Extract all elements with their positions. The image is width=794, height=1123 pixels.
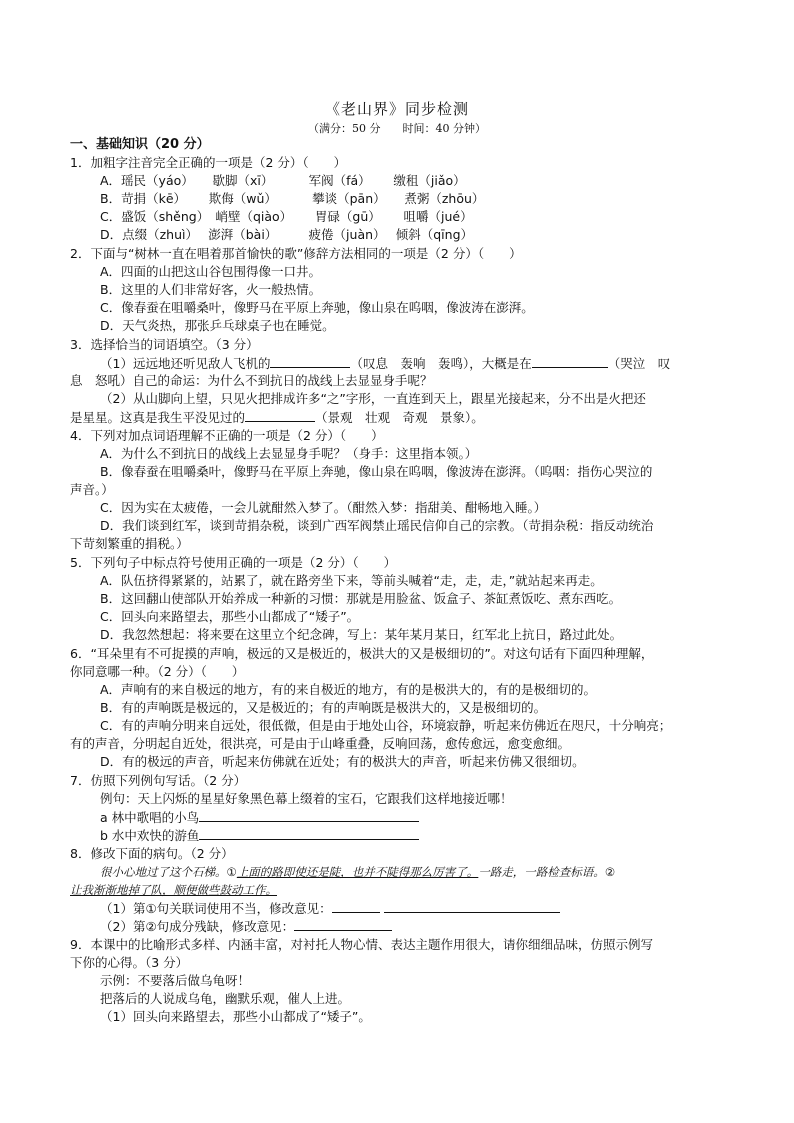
q5-option-b: B．这回翻山使部队开始养成一种新的习惯：那就是用脸盆、饭盒子、茶缸煮饭吃、煮东西吃。 [100,591,622,606]
q8-marker-1: ① [226,865,237,879]
q9-example-line-1: 示例：不要落后做乌龟呀！ [100,973,251,988]
q5-option-c: C．回头向来路望去，那些小山都成了“矮子”。 [100,609,360,624]
q8-passage-line-2 [70,882,277,898]
q3-s1-part-a: （1）远远地还听见敌人飞机的 [100,356,271,371]
q1-option-b: B．苛捐（kē） 欺侮（wǔ） 攀谈（pān） 煮粥（zhōu） [100,191,485,206]
q6-stem: 6．“耳朵里有不可捉摸的声响，极远的又是极近的，极洪大的又是极细切的”。对这句话有下面四种理解， [70,646,654,661]
q7-item-b-label: b 水中欢快的游鱼 [100,828,200,843]
q1-option-c: C．盛饭（shěng） 峭壁（qiào） 胃碌（gū） 咀嚼（jué） [100,209,473,224]
q3-blank-3[interactable] [245,409,315,422]
q4-option-d-continued: 下苛刻繁重的捐税。） [70,536,189,551]
q1-option-a: A．瑶民（yáo） 歇脚（xī） 军阀（fá） 缴租（jiǎo） [100,173,466,188]
q3-stem: 3．选择恰当的词语填空。（3 分） [70,337,259,352]
q8-sentence-1: 上面的路即使还是陡，也并不陡得那么厉害了。 [236,865,479,879]
q7-example: 例句：天上闪烁的星星好象黑色幕上缀着的宝石，它跟我们这样地接近哪！ [100,791,513,806]
q2-option-d: D．天气炎热，那张乒乓球桌子也在睡觉。 [100,318,335,333]
q2-option-a: A．四面的山把这山谷包围得像一口井。 [100,264,322,279]
q6-option-b: B．有的声响既是极远的，又是极近的；有的声响既是极洪大的，又是极细切的。 [100,700,547,715]
q4-option-b-continued: 声音。） [70,482,114,497]
q7-answer-line-a[interactable] [199,809,419,822]
q1-option-d: D．点缀（zhuì） 澎湃（bài） 疲倦（juàn） 倾斜（qīng） [100,227,474,242]
q8-stem: 8．修改下面的病句。（2 分） [70,846,234,861]
q3-s2-part-b: 是星星。这真是我生平没见过的 [70,410,246,425]
q3-s1-part-b: （叹息 轰响 轰鸣），大概是在 [350,356,532,371]
q8-marker-2: ② [604,865,616,879]
q3-s2-continued [70,409,484,426]
q7-stem: 7．仿照下列例句写话。（2 分） [70,773,247,788]
document-title: 《老山界》同步检测 [324,100,469,118]
q9-stem-continued: 下你的心得。（3 分） [70,955,189,970]
q6-stem-continued: 你同意哪一种。（2 分）（ ） [70,664,245,679]
q5-stem: 5．下列句子中标点符号使用正确的一项是（2 分）（ ） [70,555,397,570]
q1-stem: 1．加粗字注音完全正确的一项是（2 分）（ ） [70,155,347,170]
q9-example-line-2: 把落后的人说成乌龟，幽默乐观，催人上进。 [100,991,351,1006]
q7-answer-line-b[interactable] [199,827,419,840]
q5-option-d: D．我忽然想起：将来要在这里立个纪念碑，写上：某年某月某日，红军北上抗日，路过此处。 [100,627,623,642]
q8-sub-2-label: （2）第②句成分残缺，修改意见： [100,919,295,934]
q8-answer-2[interactable] [294,918,392,931]
q5-option-a: A．队伍挤得紧紧的，站累了，就在路旁坐下来，等前头喊着“走，走，走，”就站起来再走。 [100,573,603,588]
q4-option-a: A．为什么不到抗日的战线上去显显身手呢？（身手：这里指本领。） [100,446,478,461]
q8-passage-line-1 [100,864,615,880]
q2-option-c: C．像春蚕在咀嚼桑叶，像野马在平原上奔驰，像山泉在呜咽，像波涛在澎湃。 [100,300,534,315]
q8-sub-2 [100,918,392,935]
q3-s2-part-c: （景观 壮观 奇观 景象）。 [315,410,484,425]
q4-stem: 4．下列对加点词语理解不正确的一项是（2 分）（ ） [70,428,384,443]
q7-item-a [100,809,419,826]
q3-sentence-1 [100,355,670,372]
q4-option-b: B．像春蚕在咀嚼桑叶，像野马在平原上奔驰，像山泉在呜咽，像波涛在澎湃。（呜咽：指伤心哭泣的 [100,464,653,479]
q8-sub-1 [100,900,560,917]
q8-answer-1b[interactable] [384,900,560,913]
q8-passage-part-a: 很小心地过了这个石梯。 [100,865,227,879]
q3-s1-continued: 息 怒吼）自己的命运：为什么不到抗日的战线上去显显身手呢？ [70,373,433,388]
q7-item-a-label: a 林中歌唱的小鸟 [100,810,200,825]
q4-option-d: D．我们谈到红军，谈到苛捐杂税，谈到广西军阀禁止瑶民信仰自己的宗教。（苛捐杂税：指反动统治 [100,518,654,533]
q3-blank-2[interactable] [532,355,608,368]
q2-stem: 2．下面与“树林一直在唱着那首愉快的歌”修辞方法相同的一项是（2 分）（ ） [70,246,522,261]
q4-option-c: C．因为实在太疲倦，一会儿就酣然入梦了。（酣然入梦：指甜美、酣畅地入睡。） [100,500,547,515]
q8-passage-part-c: 一路走，一路检查标语。 [478,865,605,879]
document-subtitle: （满分：50 分 时间：40 分钟） [308,122,486,135]
q6-option-a: A．声响有的来自极远的地方，有的来自极近的地方，有的是极洪大的，有的是极细切的。 [100,682,597,697]
q3-blank-1[interactable] [270,355,350,368]
q9-stem: 9．本课中的比喻形式多样、内涵丰富，对衬托人物心情、表达主题作用很大，请你细细品味，仿照示例写 [70,937,653,952]
q8-sentence-2: 让我渐渐地掉了队，顺便做些鼓动工作。 [70,883,277,897]
q2-option-b: B．这里的人们非常好客，火一般热情。 [100,282,322,297]
q3-s1-part-c: （哭泣 叹 [607,356,671,371]
q8-answer-1a[interactable] [332,900,380,913]
section-heading: 一、基础知识（20 分） [70,137,210,152]
q8-sub-1-label: （1）第①句关联词使用不当，修改意见： [100,901,332,916]
q6-option-d: D．有的极远的声音，听起来仿佛就在近处；有的极洪大的声音，听起来仿佛又很细切。 [100,754,585,769]
q6-option-c-continued: 有的声音，分明起自近处，很洪亮，可是由于山峰重叠，反响回荡，愈传愈远，愈变愈细。 [70,736,571,751]
q3-sentence-2: （2）从山脚向上望，只见火把排成许多“之”字形，一直连到天上，跟星光接起来，分不出是火把还 [100,391,646,406]
q6-option-c: C．有的声响分明来自远处，很低微，但是由于地处山谷，环境寂静，听起来仿佛近在咫尺，十分响亮； [100,718,672,733]
q9-sub-1: （1）回头向来路望去，那些小山都成了“矮子”。 [100,1009,371,1024]
q7-item-b [100,827,419,844]
